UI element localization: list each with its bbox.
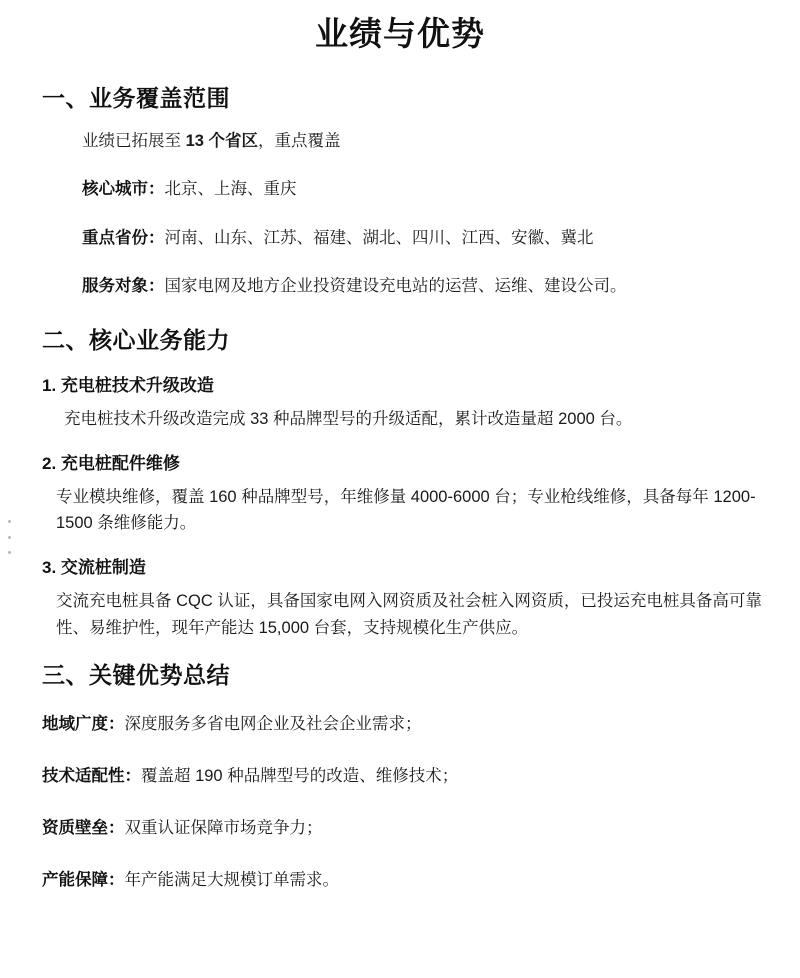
capability-item-2-body: 专业模块维修，覆盖 160 种品牌型号，年维修量 4000-6000 台；专业枪线维修，具备每年 1200-1500 条维修能力。 bbox=[56, 487, 756, 533]
coverage-intro-suffix: ，重点覆盖 bbox=[258, 131, 341, 150]
capability-item-label: 充电桩技术升级改造 bbox=[60, 375, 214, 395]
dot bbox=[8, 536, 11, 539]
advantage-label: 资质壁垒： bbox=[42, 818, 125, 837]
advantage-item-capacity bbox=[34, 868, 766, 893]
dot bbox=[8, 551, 11, 554]
coverage-intro-prefix: 业绩已拓展至 bbox=[82, 131, 186, 150]
coverage-row-key-provinces bbox=[82, 226, 766, 252]
advantage-label: 技术适配性： bbox=[42, 767, 141, 786]
section-advantages bbox=[34, 657, 766, 892]
coverage-intro bbox=[82, 129, 766, 155]
section-heading-coverage: 一、业务覆盖范围 bbox=[42, 84, 230, 111]
capability-item-1-body: 充电桩技术升级改造完成 33 种品牌型号的升级适配，累计改造量超 2000 台。 bbox=[64, 409, 633, 428]
capability-item-3-title bbox=[34, 553, 766, 578]
dot bbox=[8, 520, 11, 523]
coverage-intro-number: 13 个省区 bbox=[185, 131, 259, 150]
capability-item-number: 2. bbox=[42, 453, 57, 473]
capability-item-number: 1. bbox=[42, 375, 57, 395]
coverage-row-service-targets bbox=[82, 274, 766, 300]
advantage-item-technical bbox=[34, 764, 766, 789]
section-heading-capability: 二、核心业务能力 bbox=[42, 326, 230, 353]
capability-item-2-title bbox=[34, 449, 766, 474]
coverage-row-core-cities bbox=[82, 177, 766, 203]
advantage-value: 深度服务多省电网企业及社会企业需求； bbox=[124, 715, 422, 734]
advantage-value: 覆盖超 190 种品牌型号的改造、维修技术； bbox=[141, 767, 459, 786]
capability-item-3-body: 交流充电桩具备 CQC 认证，具备国家电网入网资质及社会桩入网资质，已投运充电桩具备高可靠性、易维护性，现年产能达 15,000 台套，支持规模化生产供应。 bbox=[56, 592, 762, 637]
capability-item-1-title bbox=[34, 371, 766, 396]
capability-item-label: 充电桩配件维修 bbox=[60, 453, 180, 473]
drag-handle-dots[interactable] bbox=[6, 520, 12, 554]
coverage-row-value: 国家电网及地方企业投资建设充电站的运营、运维、建设公司。 bbox=[164, 277, 627, 296]
coverage-row-value: 北京、上海、重庆 bbox=[164, 180, 297, 199]
page-title: 业绩与优势 bbox=[315, 15, 485, 52]
advantage-label: 地域广度： bbox=[42, 715, 125, 734]
coverage-body bbox=[34, 129, 766, 300]
coverage-row-label: 重点省份： bbox=[82, 228, 165, 247]
advantage-value: 年产能满足大规模订单需求。 bbox=[124, 870, 339, 889]
advantage-label: 产能保障： bbox=[42, 870, 125, 889]
coverage-row-value: 河南、山东、江苏、福建、湖北、四川、江西、安徽、冀北 bbox=[164, 228, 594, 247]
advantage-value: 双重认证保障市场竞争力； bbox=[124, 818, 323, 837]
coverage-row-label: 服务对象： bbox=[82, 277, 165, 296]
capability-item-number: 3. bbox=[42, 558, 57, 577]
capability-item-label: 交流桩制造 bbox=[60, 558, 146, 577]
section-capability bbox=[34, 322, 766, 642]
advantage-item-geography bbox=[34, 712, 766, 737]
advantage-item-qualification bbox=[34, 816, 766, 841]
coverage-row-label: 核心城市： bbox=[82, 180, 165, 199]
section-heading-advantages: 三、关键优势总结 bbox=[42, 662, 230, 689]
